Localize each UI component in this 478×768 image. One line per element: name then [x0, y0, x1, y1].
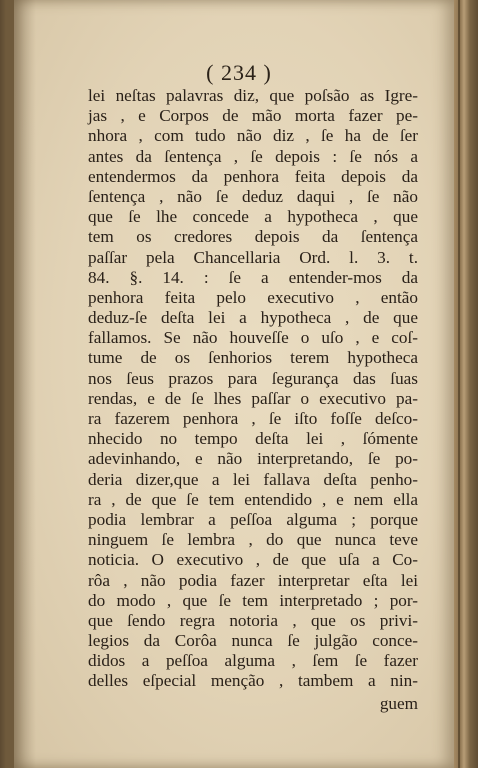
- text-line: tem os credores depois da ſentença: [88, 227, 418, 247]
- text-line: nhora , com tudo não diz , ſe ha de ſer: [88, 126, 418, 146]
- text-line: ra , de que ſe tem entendido , e nem ella: [88, 489, 418, 509]
- text-line: nos ſeus prazos para ſegurança das ſuas: [88, 368, 418, 388]
- text-line: antes da ſentença , ſe depois : ſe nós a: [88, 146, 418, 166]
- text-line: noticia. O executivo , de que uſa a Co-: [88, 550, 418, 570]
- text-line: didos a peſſoa alguma , ſem ſe fazer: [88, 651, 418, 671]
- text-line: que ſendo regra notoria , que os privi-: [88, 610, 418, 630]
- text-line: jas , e Corpos de mão morta fazer pe-: [88, 106, 418, 126]
- text-line: ninguem ſe lembra , do que nunca teve: [88, 530, 418, 550]
- text-line: que ſe lhe concede a hypotheca , que: [88, 207, 418, 227]
- text-line: rôa , não podia fazer interpretar eſta lei: [88, 570, 418, 590]
- text-line: delles eſpecial menção , tambem a nin-: [88, 671, 418, 691]
- text-line: 84. §. 14. : ſe a entender-mos da: [88, 267, 418, 287]
- catchword: guem: [379, 694, 418, 713]
- text-line: do modo , que ſe tem interpretado ; por-: [88, 590, 418, 610]
- text-line: rendas, e de ſe lhes paſſar o executivo pa-: [88, 388, 418, 408]
- body-text: [88, 86, 418, 692]
- text-line: legios da Corôa nunca ſe julgão conce-: [88, 631, 418, 651]
- text-line: nhecido no tempo deſta lei , ſómente: [88, 429, 418, 449]
- page-edge-line: [458, 0, 460, 768]
- text-line: deria dizer,que a lei fallava deſta penho-: [88, 469, 418, 489]
- text-line: adevinhando, e não interpretando, ſe po-: [88, 449, 418, 469]
- text-line: penhora feita pelo executivo , então: [88, 287, 418, 307]
- page-number: ( 234 ): [206, 60, 272, 85]
- text-line: deduz-ſe deſta lei a hypotheca , de que: [88, 308, 418, 328]
- text-line: entendermos da penhora feita depois da: [88, 166, 418, 186]
- text-line: ſentença , não ſe deduz daqui , ſe não: [88, 186, 418, 206]
- page-fold-shadow: [14, 0, 36, 768]
- text-line: ra fazerem penhora , ſe iſto foſſe deſco-: [88, 409, 418, 428]
- text-line: tume de os ſenhorios terem hypotheca: [88, 348, 418, 368]
- text-line: fallamos. Se não houveſſe o uſo , e coſ-: [88, 328, 418, 348]
- text-line: podia lembrar a peſſoa alguma ; porque: [88, 509, 418, 529]
- text-line: lei neſtas palavras diz, que poſsão as Igre-: [88, 86, 418, 105]
- text-line: paſſar pela Chancellaria Ord. l. 3. t.: [88, 247, 418, 267]
